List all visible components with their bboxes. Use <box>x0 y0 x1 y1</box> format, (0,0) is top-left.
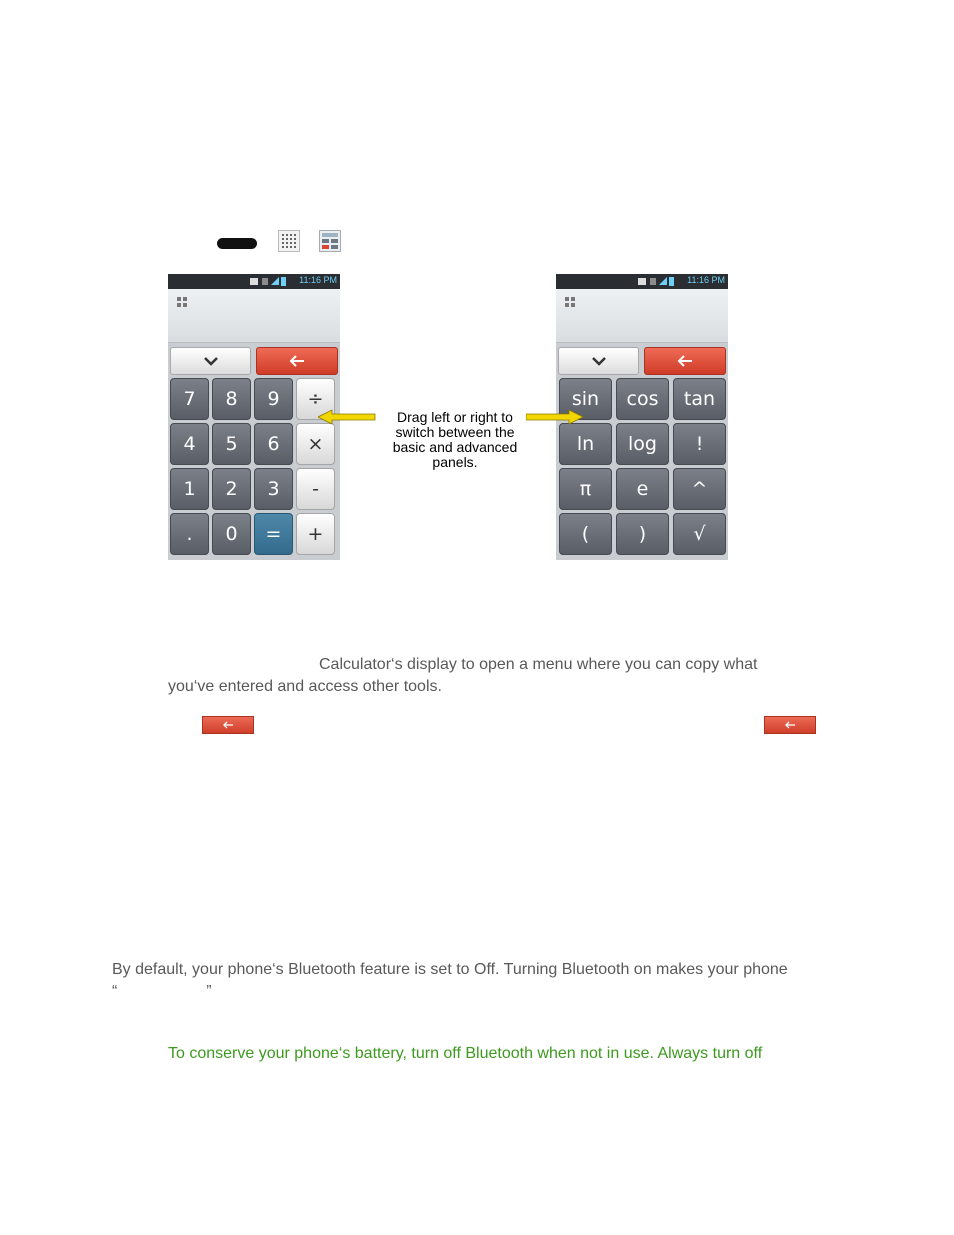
basic-key[interactable]: 3 <box>254 468 293 510</box>
status-icons <box>250 277 288 286</box>
advanced-key[interactable]: log <box>616 423 669 465</box>
advanced-key[interactable]: e <box>616 468 669 510</box>
home-key-icon <box>217 238 257 249</box>
back-arrow-icon <box>222 721 234 729</box>
advanced-key[interactable]: ln <box>559 423 612 465</box>
basic-panel-screenshot <box>168 274 340 560</box>
basic-key[interactable]: 4 <box>170 423 209 465</box>
status-icons <box>638 277 676 286</box>
advanced-key[interactable]: π <box>559 468 612 510</box>
backspace-button[interactable] <box>644 347 726 375</box>
status-bar <box>556 274 728 289</box>
collapse-button[interactable] <box>558 347 639 375</box>
basic-key[interactable]: = <box>254 513 293 555</box>
advanced-key[interactable]: cos <box>616 378 669 420</box>
chevron-down-icon <box>203 356 219 366</box>
bluetooth-paragraph-line-2: “ ” <box>112 983 212 1000</box>
display-tip-line-2: you‘ve entered and access other tools. <box>168 678 442 695</box>
basic-key[interactable]: 6 <box>254 423 293 465</box>
basic-key[interactable]: 5 <box>212 423 251 465</box>
advanced-key[interactable]: √ <box>673 513 726 555</box>
chevron-down-icon <box>591 356 607 366</box>
basic-key[interactable]: - <box>296 468 335 510</box>
back-arrow-icon <box>784 721 796 729</box>
battery-note: To conserve your phone‘s battery, turn off Bluetooth when not in use. Always turn off <box>168 1045 763 1062</box>
backspace-key-icon <box>764 716 816 734</box>
back-arrow-icon <box>676 355 694 367</box>
backspace-button[interactable] <box>256 347 338 375</box>
basic-key[interactable]: × <box>296 423 335 465</box>
advanced-key[interactable]: tan <box>673 378 726 420</box>
basic-key[interactable]: 1 <box>170 468 209 510</box>
basic-key[interactable]: ÷ <box>296 378 335 420</box>
basic-key[interactable]: 8 <box>212 378 251 420</box>
display-menu-icon <box>177 297 187 307</box>
status-time: 11:16 PM <box>299 275 337 285</box>
advanced-key[interactable]: ) <box>616 513 669 555</box>
basic-key[interactable]: 0 <box>212 513 251 555</box>
calculator-display[interactable] <box>556 289 728 343</box>
status-bar <box>168 274 340 289</box>
status-time: 11:16 PM <box>687 275 725 285</box>
arrow-left-icon <box>318 409 376 425</box>
basic-key[interactable]: 9 <box>254 378 293 420</box>
basic-key[interactable]: . <box>170 513 209 555</box>
basic-key[interactable]: + <box>296 513 335 555</box>
basic-key[interactable]: 7 <box>170 378 209 420</box>
advanced-key[interactable]: ( <box>559 513 612 555</box>
panel-switch-caption: Drag left or right to switch between the basic and advanced panels. <box>392 409 518 470</box>
collapse-button[interactable] <box>170 347 251 375</box>
advanced-key[interactable]: ! <box>673 423 726 465</box>
display-menu-icon <box>565 297 575 307</box>
calculator-display[interactable] <box>168 289 340 343</box>
back-arrow-icon <box>288 355 306 367</box>
advanced-key[interactable]: ^ <box>673 468 726 510</box>
advanced-key[interactable]: sin <box>559 378 612 420</box>
bluetooth-paragraph-line-1: By default, your phone‘s Bluetooth feature is set to Off. Turning Bluetooth on makes your phone <box>112 961 788 978</box>
apps-icon <box>278 230 300 252</box>
calculator-app-icon <box>319 230 341 252</box>
basic-key[interactable]: 2 <box>212 468 251 510</box>
display-tip-line-1: Calculator‘s display to open a menu where you can copy what <box>319 656 758 673</box>
arrow-right-icon <box>526 409 584 425</box>
backspace-key-icon <box>202 716 254 734</box>
